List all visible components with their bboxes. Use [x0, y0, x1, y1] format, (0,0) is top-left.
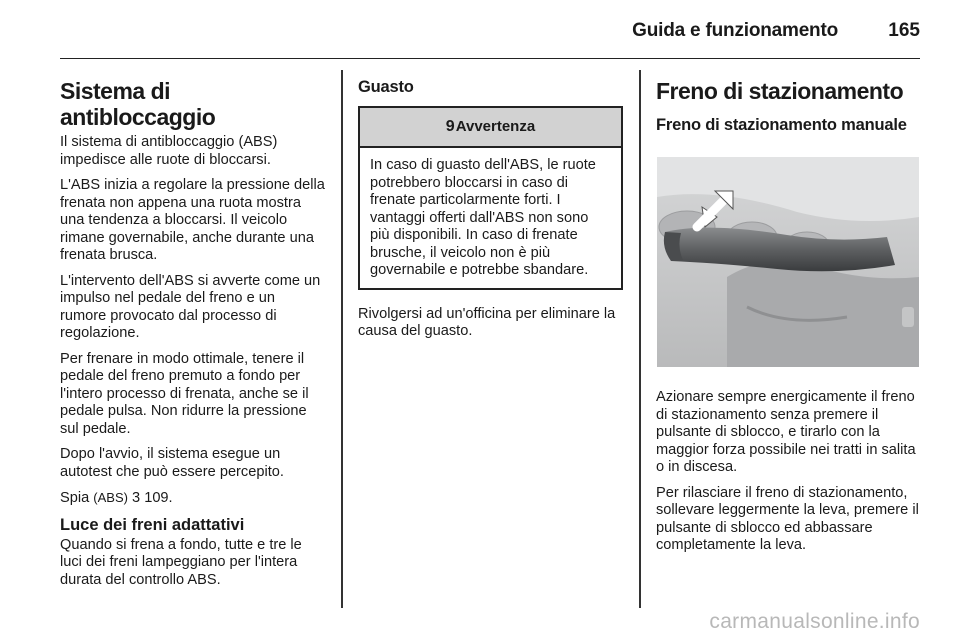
- paragraph: L'ABS inizia a regolare la pressione della frenata non appena una ruota mostra una tendenza a bloccarsi. Il veicolo rimane governabile, anche durante una frenata brusca.: [60, 177, 325, 263]
- column-divider: [639, 70, 641, 608]
- section-title-guasto: Guasto: [358, 78, 414, 96]
- watermark: carmanualsonline.info: [709, 610, 920, 633]
- paragraph: Per frenare in modo ottimale, tenere il pedale del freno premuto a fondo per l'intero processo di frenata, anche se il pedale pulsa. Non ridurre la pressione sul pedale.: [60, 350, 309, 437]
- warning-body: [360, 148, 621, 288]
- page-number: 165: [888, 20, 920, 41]
- paragraph: Rivolgersi ad un'officina per eliminare la causa del guasto.: [358, 305, 616, 339]
- warning-triangle-icon: 9: [445, 118, 455, 136]
- warning-text: In caso di guasto dell'ABS, le ruote potrebbero bloccarsi in caso di frenate particolarmente forti. I vantaggi offerti dall'ABS non sono più disponibili. In caso di frenate brusche, il veicolo non è più governabile e potrebbe sbandare.: [370, 157, 596, 278]
- parking-brake-lever-illustration: [657, 157, 919, 367]
- column-divider: [341, 70, 343, 608]
- page-ref-link[interactable]: 109.: [144, 490, 173, 506]
- warning-title: Avvertenza: [455, 118, 536, 136]
- paragraph: Dopo l'avvio, il sistema esegue un autotest che può essere percepito.: [60, 446, 284, 480]
- spia-label: Spia: [60, 490, 90, 506]
- parking-brake-photo: [657, 157, 919, 367]
- warning-box: [358, 106, 623, 290]
- abs-warning-icon: (ABS): [93, 490, 128, 505]
- column-2: [358, 72, 623, 349]
- column-3: [656, 72, 921, 563]
- paragraph: Azionare sempre energicamente il freno di stazionamento senza premere il pulsante di sblocco, e tirarlo con la maggior forza possibile nei tratti in salita o in discesa.: [656, 389, 916, 475]
- warning-header: [360, 108, 621, 148]
- paragraph: L'intervento dell'ABS si avverte come un impulso nel pedale del freno e un rumore provocato dal processo di regolazione.: [60, 272, 321, 341]
- paragraph: Per rilasciare il freno di stazionamento, sollevare leggermente la leva, premere il pulsante di sblocco ed abbassare completamente la leva.: [656, 484, 919, 553]
- paragraph: Quando si frena a fondo, tutte e tre le luci dei freni lampeggiano per l'intera durata del controllo ABS.: [60, 536, 302, 588]
- header-title: Guida e funzionamento: [632, 20, 838, 41]
- column-1: [60, 72, 325, 597]
- warning-light-reference: [60, 489, 325, 508]
- page-ref-arrow: 3: [132, 490, 141, 506]
- section-title-abs: Sistema di antibloccaggio: [60, 78, 216, 130]
- paragraph: Il sistema di antibloccaggio (ABS) impedisce alle ruote di bloccarsi.: [60, 134, 278, 168]
- subsection-title-manual-parking-brake: Freno di stazionamento manuale: [656, 116, 907, 134]
- section-title-adaptive-brake-lights: Luce dei freni adattativi: [60, 515, 245, 534]
- section-title-parking-brake: Freno di stazionamento: [656, 78, 904, 104]
- page-header: [60, 0, 920, 59]
